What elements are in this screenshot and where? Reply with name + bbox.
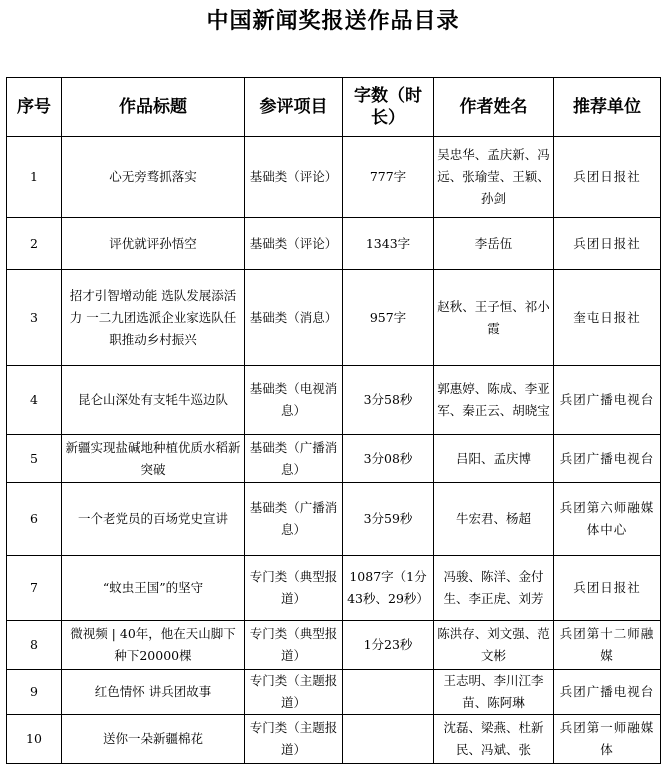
cell-unit: 兵团广播电视台 <box>554 366 661 435</box>
cell-authors: 沈磊、梁燕、杜新民、冯斌、张 <box>434 715 554 764</box>
cell-title: 评优就评孙悟空 <box>62 218 245 270</box>
table-row <box>7 556 661 621</box>
header-authors: 作者姓名 <box>434 78 554 137</box>
table-row <box>7 621 661 670</box>
cell-authors: 陈洪存、刘文强、范文彬 <box>434 621 554 670</box>
table-row <box>7 435 661 483</box>
cell-category: 专门类（主题报道） <box>245 670 343 715</box>
cell-no: 10 <box>7 715 62 764</box>
cell-no: 4 <box>7 366 62 435</box>
cell-category: 基础类（广播消息） <box>245 435 343 483</box>
cell-category: 基础类（评论） <box>245 137 343 218</box>
cell-unit: 兵团广播电视台 <box>554 435 661 483</box>
table-row <box>7 137 661 218</box>
cell-authors: 李岳伍 <box>434 218 554 270</box>
table-header-row <box>7 78 661 137</box>
header-no: 序号 <box>7 78 62 137</box>
cell-category: 基础类（电视消息） <box>245 366 343 435</box>
table-row <box>7 218 661 270</box>
cell-title: 招才引智增动能 选队发展添活力 一二九团选派企业家选队任职推动乡村振兴 <box>62 270 245 366</box>
cell-authors: 牛宏君、杨超 <box>434 483 554 556</box>
cell-title: 心无旁骛抓落实 <box>62 137 245 218</box>
cell-length: 1分23秒 <box>343 621 434 670</box>
cell-category: 专门类（主题报道） <box>245 715 343 764</box>
cell-title: 红色情怀 讲兵团故事 <box>62 670 245 715</box>
cell-no: 1 <box>7 137 62 218</box>
cell-category: 基础类（消息） <box>245 270 343 366</box>
cell-title: 昆仑山深处有支牦牛巡边队 <box>62 366 245 435</box>
cell-authors: 王志明、李川江李苗、陈阿琳 <box>434 670 554 715</box>
cell-unit: 奎屯日报社 <box>554 270 661 366</box>
cell-authors: 吕阳、孟庆博 <box>434 435 554 483</box>
catalog-table <box>6 77 661 764</box>
cell-authors: 郭惠婷、陈成、李亚军、秦正云、胡晓宝 <box>434 366 554 435</box>
cell-unit: 兵团日报社 <box>554 137 661 218</box>
table-row <box>7 366 661 435</box>
cell-length: 1343字 <box>343 218 434 270</box>
cell-no: 6 <box>7 483 62 556</box>
header-category: 参评项目 <box>245 78 343 137</box>
cell-title: 一个老党员的百场党史宣讲 <box>62 483 245 556</box>
cell-no: 7 <box>7 556 62 621</box>
table-row <box>7 270 661 366</box>
cell-no: 3 <box>7 270 62 366</box>
cell-no: 5 <box>7 435 62 483</box>
cell-unit: 兵团第一师融媒体 <box>554 715 661 764</box>
header-title: 作品标题 <box>62 78 245 137</box>
cell-title: 送你一朵新疆棉花 <box>62 715 245 764</box>
cell-length: 3分59秒 <box>343 483 434 556</box>
cell-no: 8 <box>7 621 62 670</box>
cell-length: 1087字（1分43秒、29秒） <box>343 556 434 621</box>
cell-unit: 兵团广播电视台 <box>554 670 661 715</box>
page-title: 中国新闻奖报送作品目录 <box>206 9 460 34</box>
cell-unit: 兵团日报社 <box>554 218 661 270</box>
cell-length: 777字 <box>343 137 434 218</box>
cell-unit: 兵团第六师融媒体中心 <box>554 483 661 556</box>
cell-unit: 兵团第十二师融媒 <box>554 621 661 670</box>
cell-length: 957字 <box>343 270 434 366</box>
cell-length: 3分08秒 <box>343 435 434 483</box>
cell-category: 专门类（典型报道） <box>245 621 343 670</box>
cell-authors: 赵秋、王子恒、祁小霞 <box>434 270 554 366</box>
cell-category: 基础类（评论） <box>245 218 343 270</box>
table-row <box>7 670 661 715</box>
cell-length <box>343 715 434 764</box>
cell-category: 专门类（典型报道） <box>245 556 343 621</box>
cell-no: 9 <box>7 670 62 715</box>
cell-title: “蚊虫王国”的坚守 <box>62 556 245 621</box>
cell-length: 3分58秒 <box>343 366 434 435</box>
cell-authors: 冯骏、陈洋、金付生、李正虎、刘芳 <box>434 556 554 621</box>
table-row <box>7 715 661 764</box>
header-length: 字数（时长） <box>343 78 434 137</box>
cell-unit: 兵团日报社 <box>554 556 661 621</box>
cell-authors: 吴忠华、孟庆新、冯远、张瑜莹、王颖、孙剑 <box>434 137 554 218</box>
cell-title: 新疆实现盐碱地种植优质水稻新突破 <box>62 435 245 483</box>
header-unit: 推荐单位 <box>554 78 661 137</box>
cell-category: 基础类（广播消息） <box>245 483 343 556</box>
table-row <box>7 483 661 556</box>
cell-title: 微视频 | 40年，他在天山脚下种下20000棵 <box>62 621 245 670</box>
cell-no: 2 <box>7 218 62 270</box>
cell-length <box>343 670 434 715</box>
